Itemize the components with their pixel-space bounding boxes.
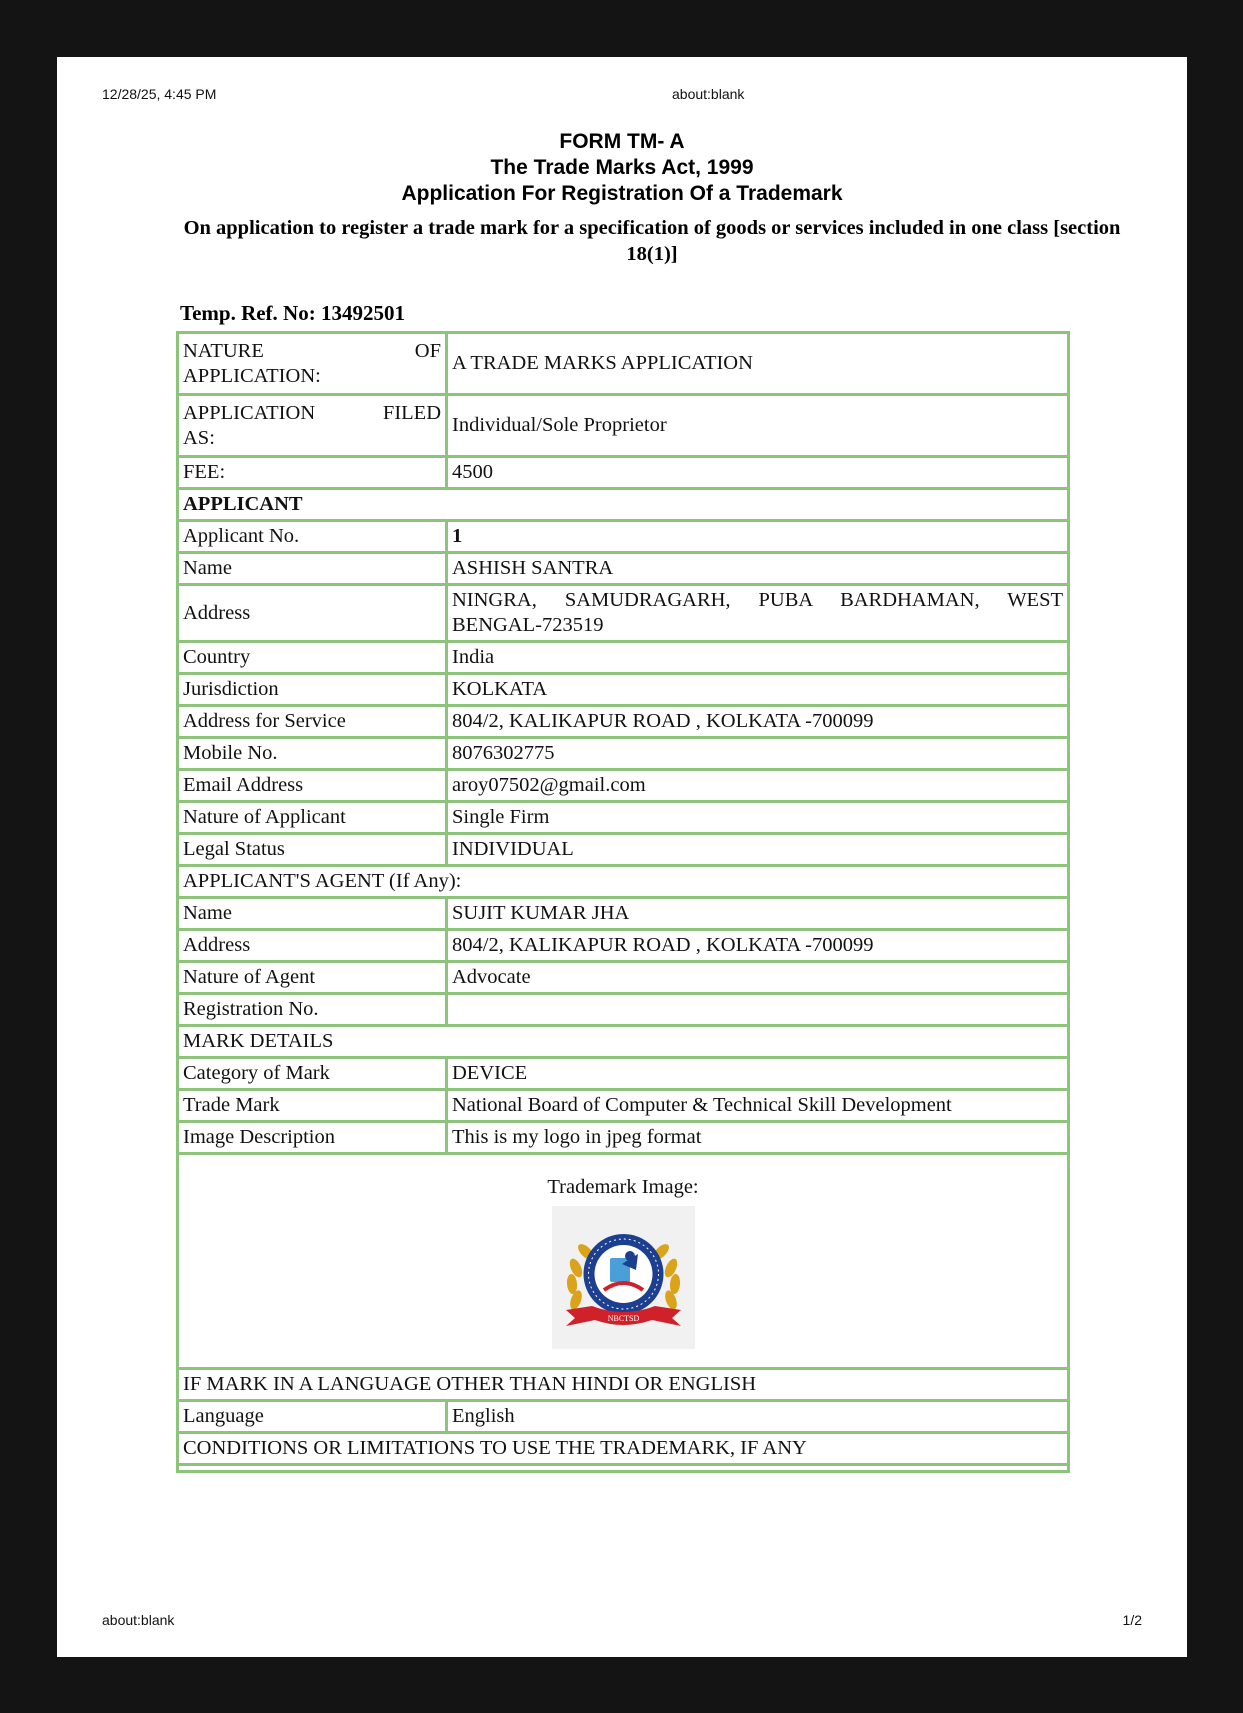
print-url-footer: about:blank	[102, 1612, 175, 1628]
print-page	[57, 57, 1187, 1657]
mobile-value: 8076302775	[447, 738, 1069, 770]
table-row	[178, 457, 1069, 489]
application-filed-as-label: APPLICATION FILED AS:	[178, 395, 447, 457]
country-label: Country	[178, 642, 447, 674]
table-row	[178, 1122, 1069, 1154]
table-row	[178, 1058, 1069, 1090]
applicant-no-value: 1	[447, 521, 1069, 553]
table-row	[178, 585, 1069, 642]
table-row	[178, 1026, 1069, 1058]
applicant-no-label: Applicant No.	[178, 521, 447, 553]
table-row	[178, 962, 1069, 994]
table-row	[178, 1433, 1069, 1465]
jurisdiction-value: KOLKATA	[447, 674, 1069, 706]
application-filed-as-value: Individual/Sole Proprietor	[447, 395, 1069, 457]
table-row	[178, 802, 1069, 834]
agent-address-value: 804/2, KALIKAPUR ROAD , KOLKATA -700099	[447, 930, 1069, 962]
table-row	[178, 1401, 1069, 1433]
fee-value: 4500	[447, 457, 1069, 489]
form-subtitle: On application to register a trade mark for a specification of goods or services included in one class [section 18(1)]	[183, 217, 1121, 265]
applicant-address-value: NINGRA, SAMUDRAGARH, PUBA BARDHAMAN, WEST BENGAL-723519	[447, 585, 1069, 642]
table-row	[178, 489, 1069, 521]
trademark-image-cell	[178, 1154, 1069, 1369]
applicant-section-heading: APPLICANT	[178, 489, 1069, 521]
table-row	[178, 994, 1069, 1026]
language-value: English	[447, 1401, 1069, 1433]
fee-label: FEE:	[178, 457, 447, 489]
table-row	[178, 395, 1069, 457]
print-timestamp: 12/28/25, 4:45 PM	[102, 86, 217, 102]
table-row	[178, 642, 1069, 674]
table-row	[178, 674, 1069, 706]
form-title-block	[57, 129, 1187, 207]
language-label: Language	[178, 1401, 447, 1433]
nature-of-agent-label: Nature of Agent	[178, 962, 447, 994]
agent-name-label: Name	[178, 898, 447, 930]
table-row	[178, 898, 1069, 930]
table-row	[178, 1154, 1069, 1369]
country-value: India	[447, 642, 1069, 674]
table-row	[178, 553, 1069, 585]
conditions-value	[178, 1465, 1069, 1472]
agent-name-value: SUJIT KUMAR JHA	[447, 898, 1069, 930]
mark-details-heading: MARK DETAILS	[178, 1026, 1069, 1058]
table-row	[178, 1090, 1069, 1122]
email-value: aroy07502@gmail.com	[447, 770, 1069, 802]
agent-section-heading: APPLICANT'S AGENT (If Any):	[178, 866, 1069, 898]
legal-status-label: Legal Status	[178, 834, 447, 866]
nature-of-applicant-label: Nature of Applicant	[178, 802, 447, 834]
category-of-mark-value: DEVICE	[447, 1058, 1069, 1090]
registration-no-value	[447, 994, 1069, 1026]
applicant-name-value: ASHISH SANTRA	[447, 553, 1069, 585]
temp-ref-number: Temp. Ref. No: 13492501	[180, 301, 405, 325]
print-page-number: 1/2	[1122, 1612, 1142, 1628]
table-row	[178, 521, 1069, 553]
address-for-service-value: 804/2, KALIKAPUR ROAD , KOLKATA -700099	[447, 706, 1069, 738]
table-row	[178, 770, 1069, 802]
trade-mark-label: Trade Mark	[178, 1090, 447, 1122]
table-row	[178, 930, 1069, 962]
print-url-header: about:blank	[672, 86, 745, 102]
table-row	[178, 1465, 1069, 1472]
category-of-mark-label: Category of Mark	[178, 1058, 447, 1090]
logo-ribbon-text: NBCTSD	[607, 1314, 639, 1323]
table-row	[178, 333, 1069, 395]
table-row	[178, 706, 1069, 738]
language-section-heading: IF MARK IN A LANGUAGE OTHER THAN HINDI OR ENGLISH	[178, 1369, 1069, 1401]
applicant-name-label: Name	[178, 553, 447, 585]
form-title: FORM TM- A	[559, 130, 685, 153]
act-title: The Trade Marks Act, 1999	[490, 156, 754, 179]
trademark-image-caption: Trademark Image:	[547, 1176, 699, 1198]
trademark-logo-image	[552, 1206, 695, 1349]
image-description-label: Image Description	[178, 1122, 447, 1154]
nature-of-application-value: A TRADE MARKS APPLICATION	[447, 333, 1069, 395]
conditions-section-heading: CONDITIONS OR LIMITATIONS TO USE THE TRADEMARK, IF ANY	[178, 1433, 1069, 1465]
trade-mark-value: National Board of Computer & Technical Skill Development	[447, 1090, 1069, 1122]
table-row	[178, 866, 1069, 898]
agent-address-label: Address	[178, 930, 447, 962]
jurisdiction-label: Jurisdiction	[178, 674, 447, 706]
application-title: Application For Registration Of a Trademark	[401, 182, 843, 205]
nature-of-applicant-value: Single Firm	[447, 802, 1069, 834]
address-for-service-label: Address for Service	[178, 706, 447, 738]
mobile-label: Mobile No.	[178, 738, 447, 770]
applicant-address-label: Address	[178, 585, 447, 642]
nature-of-agent-value: Advocate	[447, 962, 1069, 994]
application-table	[176, 331, 1070, 1473]
table-row	[178, 834, 1069, 866]
table-row	[178, 738, 1069, 770]
registration-no-label: Registration No.	[178, 994, 447, 1026]
table-row	[178, 1369, 1069, 1401]
nature-of-application-label: NATURE OF APPLICATION:	[178, 333, 447, 395]
legal-status-value: INDIVIDUAL	[447, 834, 1069, 866]
logo-emblem-icon	[552, 1206, 695, 1349]
image-description-value: This is my logo in jpeg format	[447, 1122, 1069, 1154]
email-label: Email Address	[178, 770, 447, 802]
